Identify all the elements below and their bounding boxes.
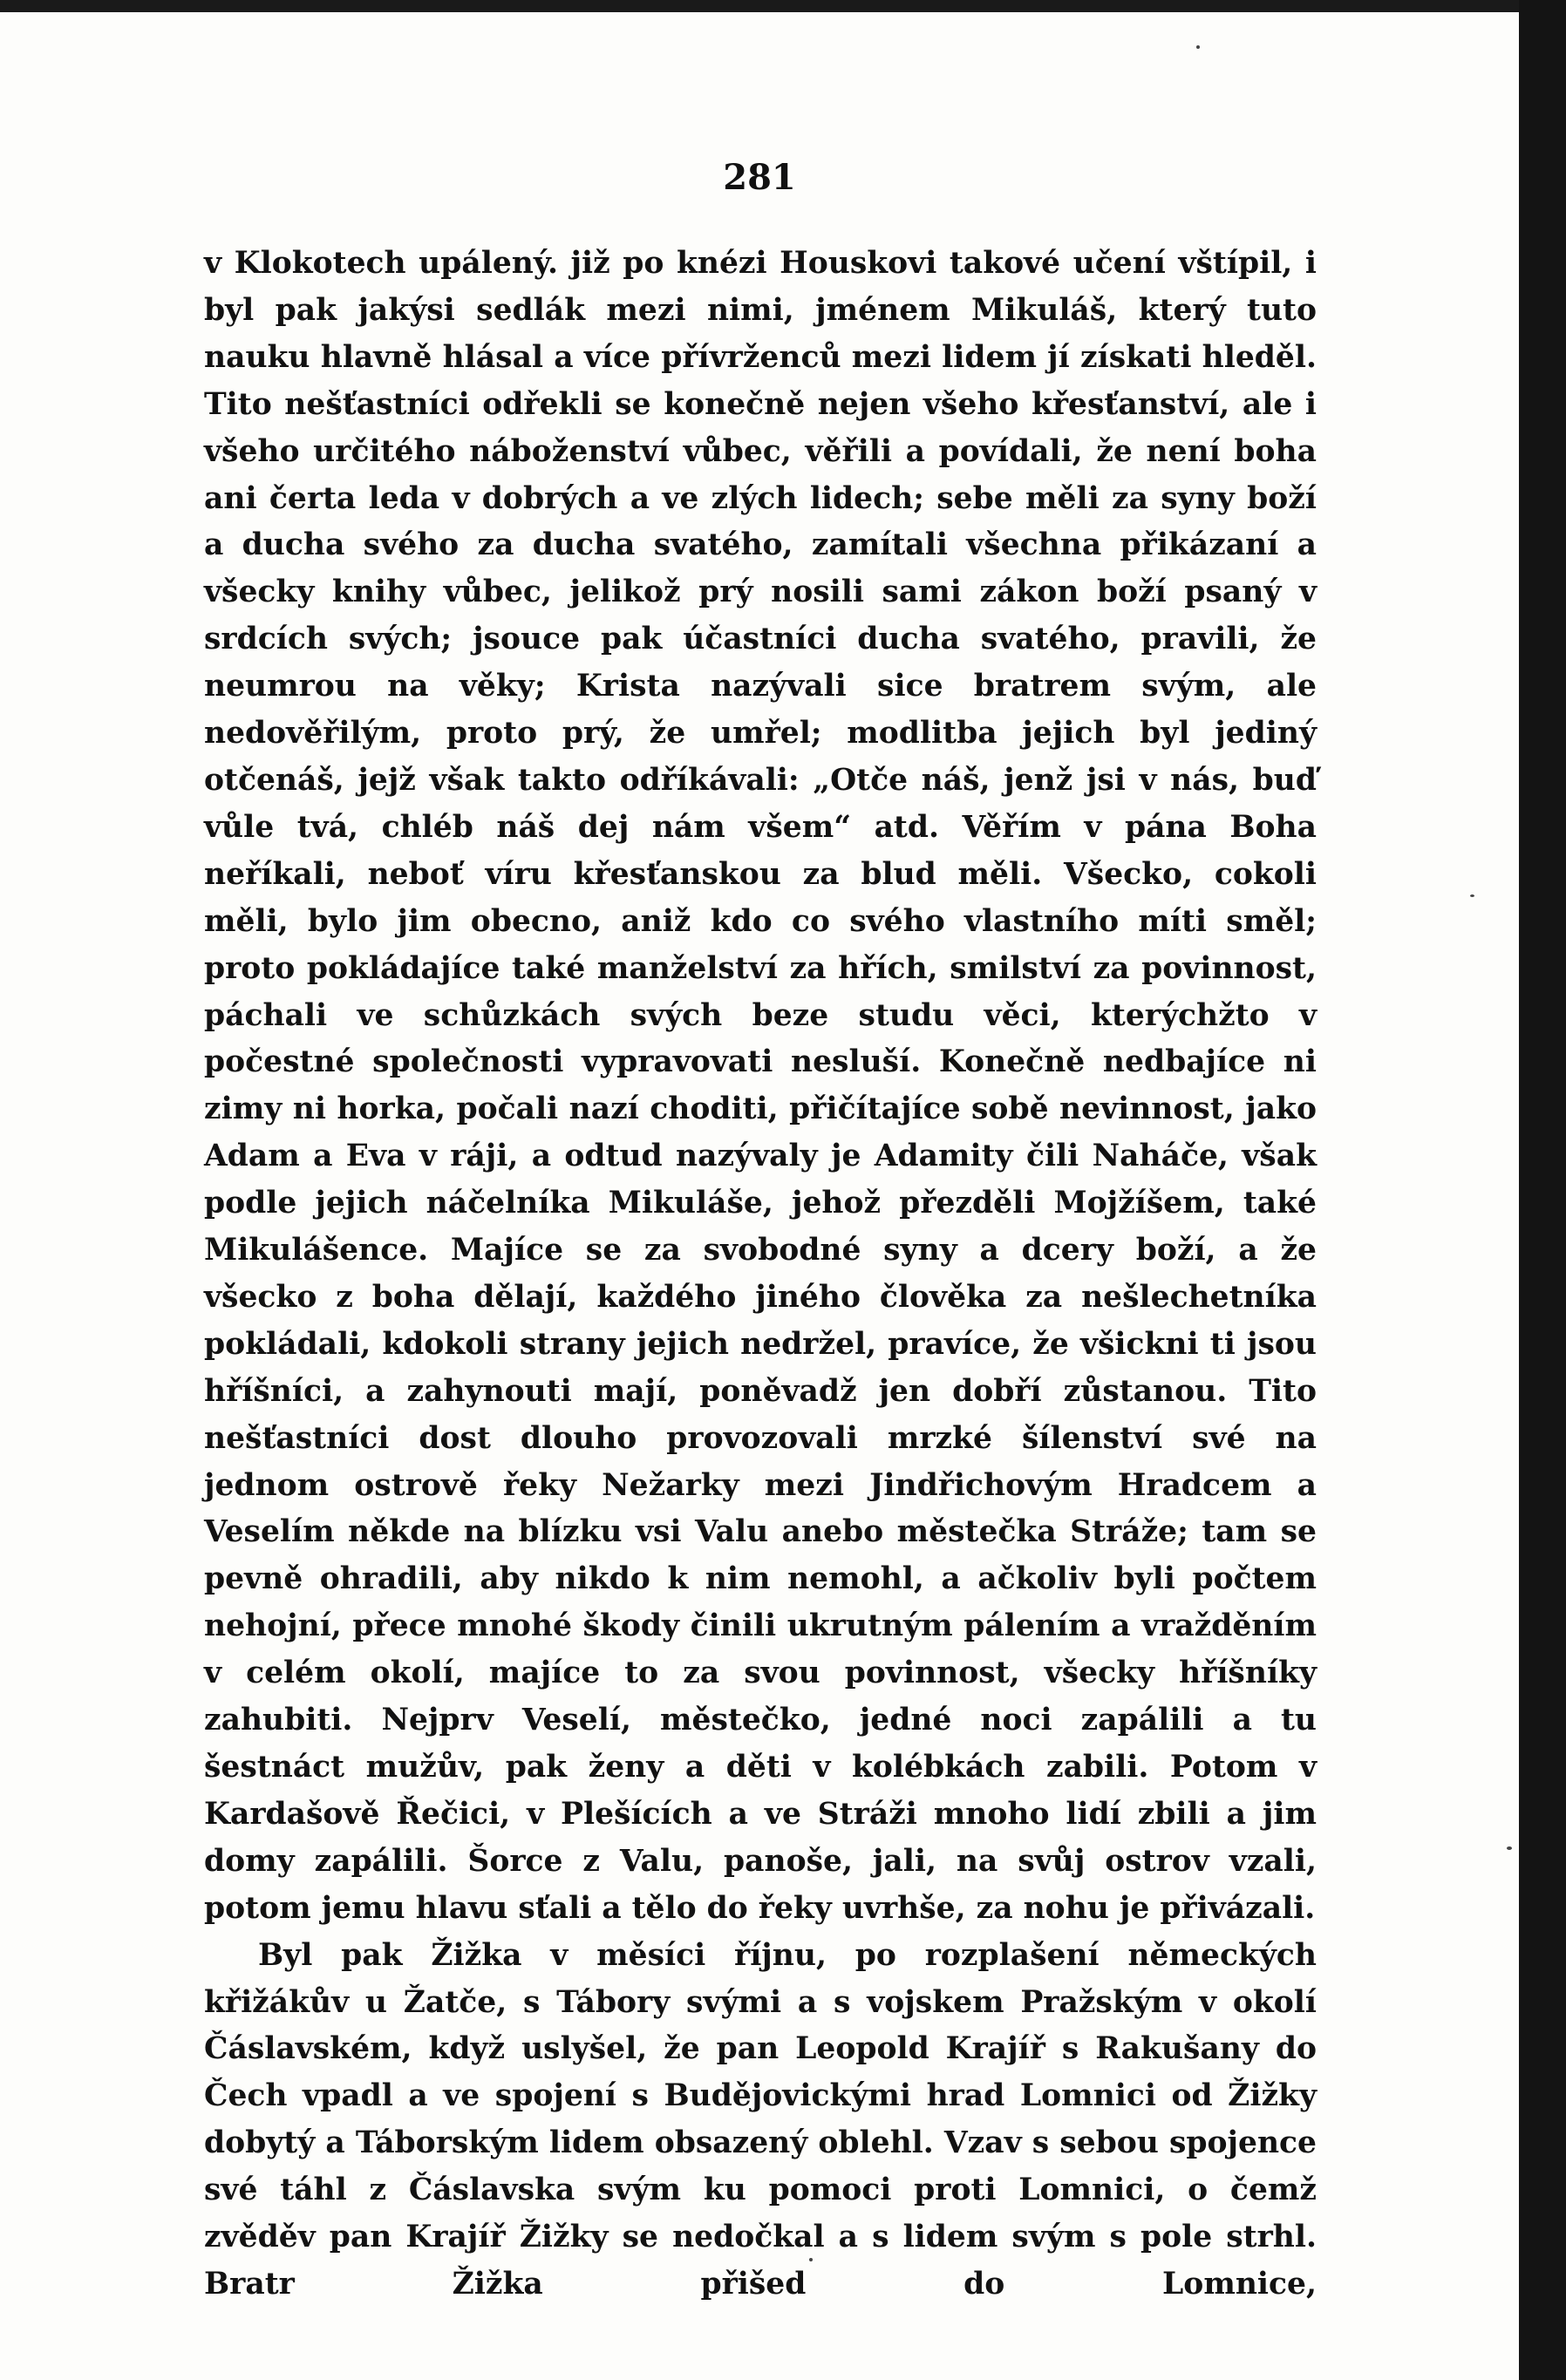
scan-speck	[809, 2258, 813, 2261]
book-page	[0, 12, 1519, 2380]
scan-speck	[1507, 1846, 1512, 1850]
scan-border-right	[1519, 0, 1566, 2380]
paragraph-adamites: v Klokotech upálený. již po knézi Houskovi takové učení vštípil, i byl pak jakýsi sedlák mezi nimi, jménem Mikuláš, který tuto nauku hlavně hlásal a více přívrženců mezi lidem jí získati hleděl. Tito nešťastníci odřekli se konečně nejen všeho křesťanství, ale i všeho určitého náboženství vůbec, věřili a povídali, že není boha ani čerta leda v dobrých a ve zlých lidech; sebe měli za syny boží a ducha svého za ducha svatého, zamítali všechna přikázaní a všecky knihy vůbec, jelikož prý nosili sami zákon boží psaný v srdcích svých; jsouce pak účastníci ducha svatého, pravili, že neumrou na věky; Krista nazývali sice bratrem svým, ale nedověřilým, proto prý, že umřel; modlitba jejich byl jediný otčenáš, jejž však takto odříkávali: „Otče náš, jenž jsi v nás, buď vůle tvá, chléb náš dej nám všem“ atd. Věřím v pána Boha neříkali, neboť víru křesťanskou za blud měli. Všecko, cokoli měli, bylo jim obecno, aniž kdo co svého vlastního míti směl; proto pokládajíce také manželství za hřích, smilství za povinnost, páchali ve schůzkách svých beze studu věci, kterýchžto v počestné společnosti vypravovati nesluší. Konečně nedbajíce ni zimy ni horka, počali nazí choditi, přičítajíce sobě nevinnost, jako Adam a Eva v ráji, a odtud nazývaly je Adamity čili Naháče, však podle jejich náčelníka Mikuláše, jehož přezděli Mojžíšem, také Mikulášence. Majíce se za svobodné syny a dcery boží, a že všecko z boha dělají, každého jiného člověka za nešlechetníka pokládali, kdokoli strany jejich nedržel, pravíce, že všickni ti jsou hříšníci, a zahynouti mají, poněvadž jen dobří zůstanou. Tito nešťastníci dost dlouho provozovali mrzké šílenství své na jednom ostrově řeky Nežarky mezi Jindřichovým Hradcem a Veselím někde na blízku vsi Valu anebo městečka Stráže; tam se pevně ohradili, aby nikdo k nim nemohl, a ačkoliv byli počtem nehojní, přece mnohé škody činili ukrutným pálením a vražděním v celém okolí, majíce to za svou povinnost, všecky hříšníky zahubiti. Nejprv Veselí, městečko, jedné noci zapálili a tu šestnáct mužův, pak ženy a děti v kolébkách zabili. Potom v Kardašově Řečici, v Plešících a ve Stráži mnoho lidí zbili a jim domy zapálili. Šorce z Valu, panoše, jali, na svůj ostrov vzali, potom jemu hlavu sťali a tělo do řeky uvrhše, za nohu je přivázali.	[204, 246, 1317, 1926]
page-body	[204, 241, 1317, 2309]
scan-border-top	[0, 0, 1566, 12]
paragraph-zizka-lomnice: Byl pak Žižka v měsíci říjnu, po rozplašení německých křižákův u Žatče, s Tábory svými a s vojskem Pražským v okolí Čáslavském, když uslyšel, že pan Leopold Krajíř s Rakušany do Čech vpadl a ve spojení s Budějovickými hrad Lomnici od Žižky dobytý a Táborským lidem obsazený oblehl. Vzav s sebou spojence své táhl z Čáslavska svým ku pomoci proti Lomnici, o čemž zvěděv pan Krajíř Žižky se nedočkal a s lidem svým s pole strhl. Bratr Žižka přišed do Lomnice,	[204, 1937, 1317, 2302]
scan-speck	[1470, 894, 1474, 897]
page-number: 281	[723, 157, 796, 198]
scan-speck	[1196, 45, 1200, 49]
